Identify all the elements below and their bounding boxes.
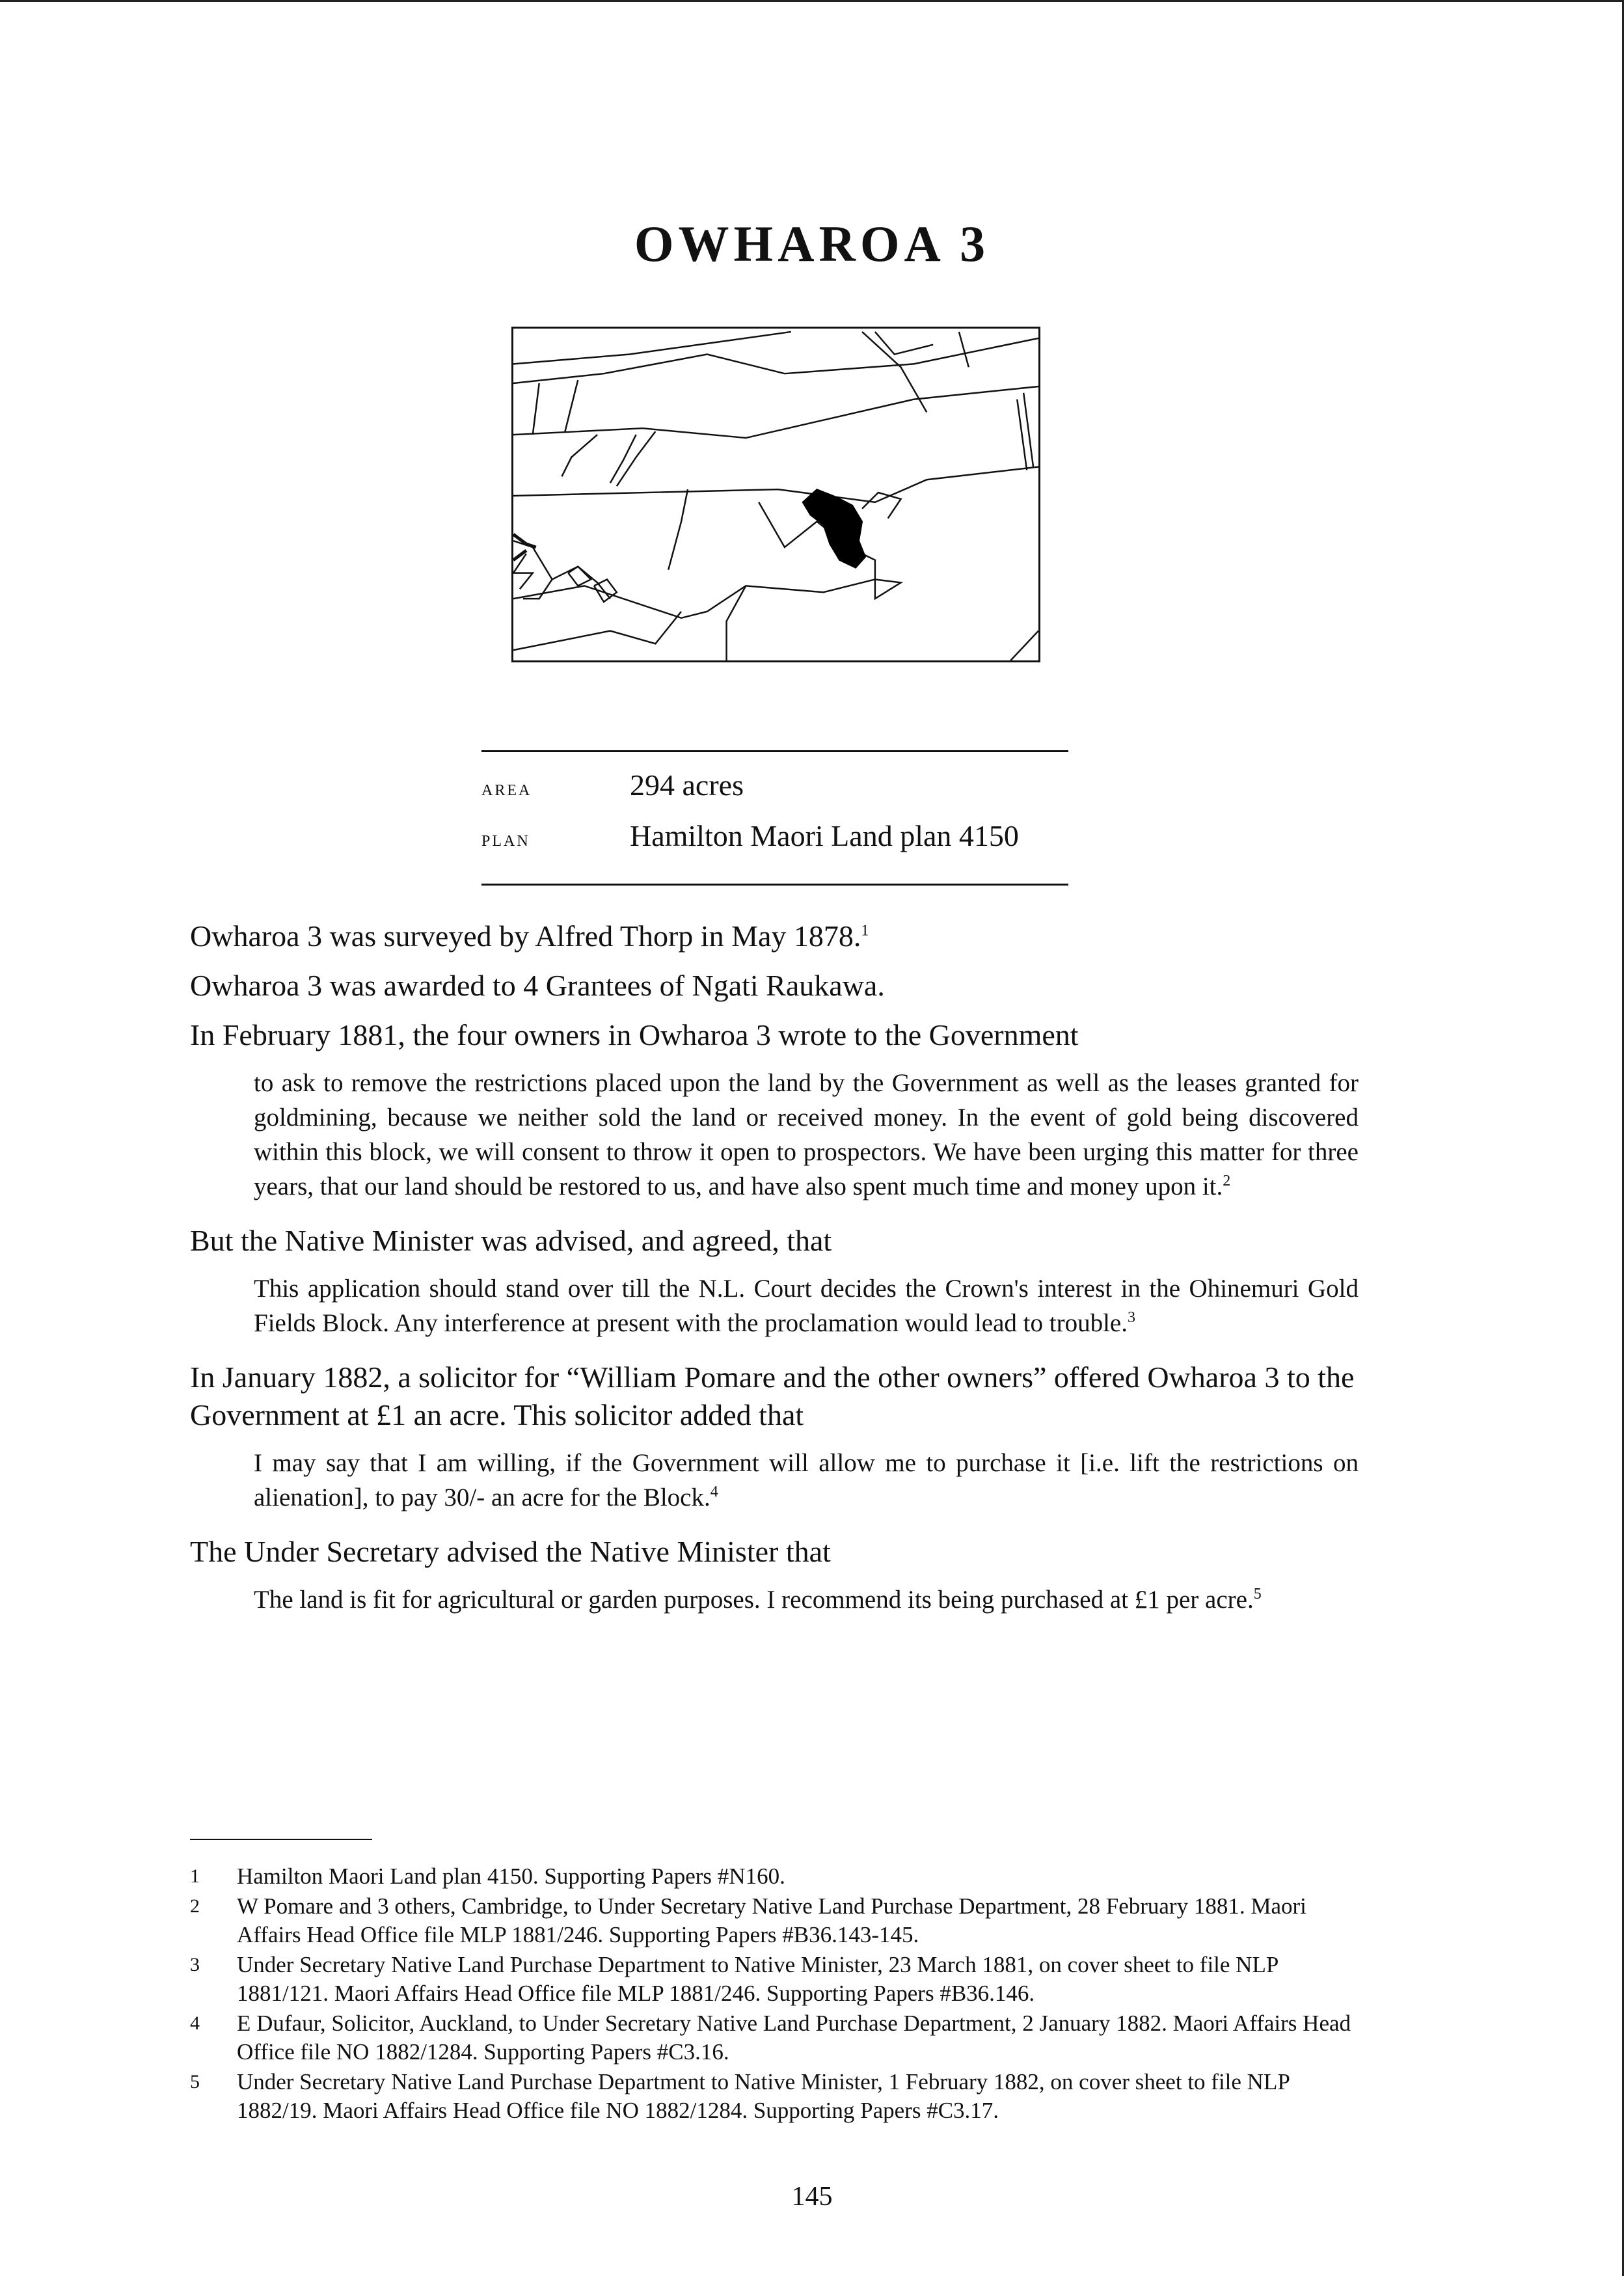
- footnote-text: Under Secretary Native Land Purchase Department to Native Minister, 23 March 1881, on cover sheet to file NLP 1881/121. Maori Affairs Head Office file MLP 1881/246. Supporting Papers #B36.146.: [237, 1952, 1279, 2006]
- footnote-text: W Pomare and 3 others, Cambridge, to Under Secretary Native Land Purchase Department, 28 February 1881. Maori Affairs Head Office file MLP 1881/246. Supporting Papers #B36.143-145.: [237, 1893, 1306, 1947]
- footnote-number: 3: [190, 1954, 200, 1975]
- footnote-number: 2: [190, 1895, 200, 1917]
- plan-value: Hamilton Maori Land plan 4150: [630, 819, 1019, 852]
- block-info-table: [481, 750, 1068, 886]
- quote-text: The land is fit for agricultural or garden purposes. I recommend its being purchased at £1 per acre.: [254, 1586, 1254, 1614]
- page-number: 145: [791, 2182, 833, 2212]
- footnote-ref: 5: [1253, 1586, 1262, 1603]
- footnote: [190, 1892, 1374, 1949]
- footnote-number: 1: [190, 1865, 200, 1887]
- footnote-number: 4: [190, 2012, 200, 2034]
- footnote-text: Hamilton Maori Land plan 4150. Supporting Papers #N160.: [237, 1863, 785, 1889]
- quote-under-secretary: [254, 1582, 1359, 1617]
- quote-text: I may say that I am willing, if the Government will allow me to purchase it [i.e. lift the restrictions on alienation], to pay 30/- an acre for the Block.: [254, 1449, 1359, 1511]
- paragraph-grantees: Owharoa 3 was awarded to 4 Grantees of Ngati Raukawa.: [190, 969, 885, 1002]
- area-value: 294 acres: [630, 768, 744, 802]
- plan-label: plan: [481, 827, 530, 851]
- page-top-border: [0, 0, 1624, 2]
- plan-row: [481, 819, 1068, 869]
- body-text: [190, 917, 1359, 1635]
- footnote-number: 5: [190, 2071, 200, 2093]
- area-label: area: [481, 776, 532, 800]
- quote-text: to ask to remove the restrictions placed upon the land by the Government as well as the leases granted for goldmining, because we neither sold the land or received money. In the event of gold being discovered within this block, we will consent to throw it open to prospectors. We have been urging this matter for three years, that our land should be restored to us, and have also spent much time and money upon it.: [254, 1069, 1359, 1200]
- footnotes: [190, 1862, 1374, 2126]
- map-drawing: [513, 329, 1038, 660]
- paragraph-minister-advised: But the Native Minister was advised, and agreed, that: [190, 1224, 832, 1257]
- quote-owners-letter: [254, 1066, 1359, 1204]
- footnote: [190, 2009, 1374, 2066]
- block-location-map: [511, 327, 1040, 662]
- footnote: [190, 1862, 1374, 1891]
- area-row: [481, 768, 1068, 819]
- paragraph-text: Owharoa 3 was surveyed by Alfred Thorp in May 1878.: [190, 919, 861, 953]
- footnote: [190, 1951, 1374, 2008]
- footnote: [190, 2068, 1374, 2125]
- quote-text: This application should stand over till the N.L. Court decides the Crown's interest in the Ohinemuri Gold Fields Block. Any interference at present with the proclamation would lead to trouble.: [254, 1275, 1359, 1337]
- quote-solicitor: [254, 1446, 1359, 1515]
- footnote-ref: 1: [861, 922, 869, 940]
- paragraph-solicitor-offer: In January 1882, a solicitor for “William Pomare and the other owners” offered Owharoa 3 to the Government at £1 an acre. This solicitor added that: [190, 1361, 1355, 1431]
- footnote-divider: [190, 1839, 372, 1840]
- paragraph-under-secretary: The Under Secretary advised the Native Minister that: [190, 1535, 831, 1568]
- paragraph-owners-letter: In February 1881, the four owners in Owharoa 3 wrote to the Government: [190, 1018, 1079, 1051]
- highlighted-block: [803, 489, 865, 568]
- footnote-text: Under Secretary Native Land Purchase Department to Native Minister, 1 February 1882, on cover sheet to file NLP 1882/19. Maori Affairs Head Office file NO 1882/1284. Supporting Papers #C3.17.: [237, 2069, 1290, 2123]
- paragraph-survey: [190, 917, 1359, 955]
- footnote-ref: 2: [1223, 1172, 1231, 1189]
- footnote-ref: 4: [710, 1483, 718, 1500]
- quote-minister-advice: [254, 1271, 1359, 1340]
- footnote-ref: 3: [1127, 1309, 1135, 1326]
- footnote-text: E Dufaur, Solicitor, Auckland, to Under Secretary Native Land Purchase Department, 2 January 1882. Maori Affairs Head Office file NO 1882/1284. Supporting Papers #C3.16.: [237, 2011, 1351, 2065]
- page-title: OWHAROA 3: [634, 215, 990, 272]
